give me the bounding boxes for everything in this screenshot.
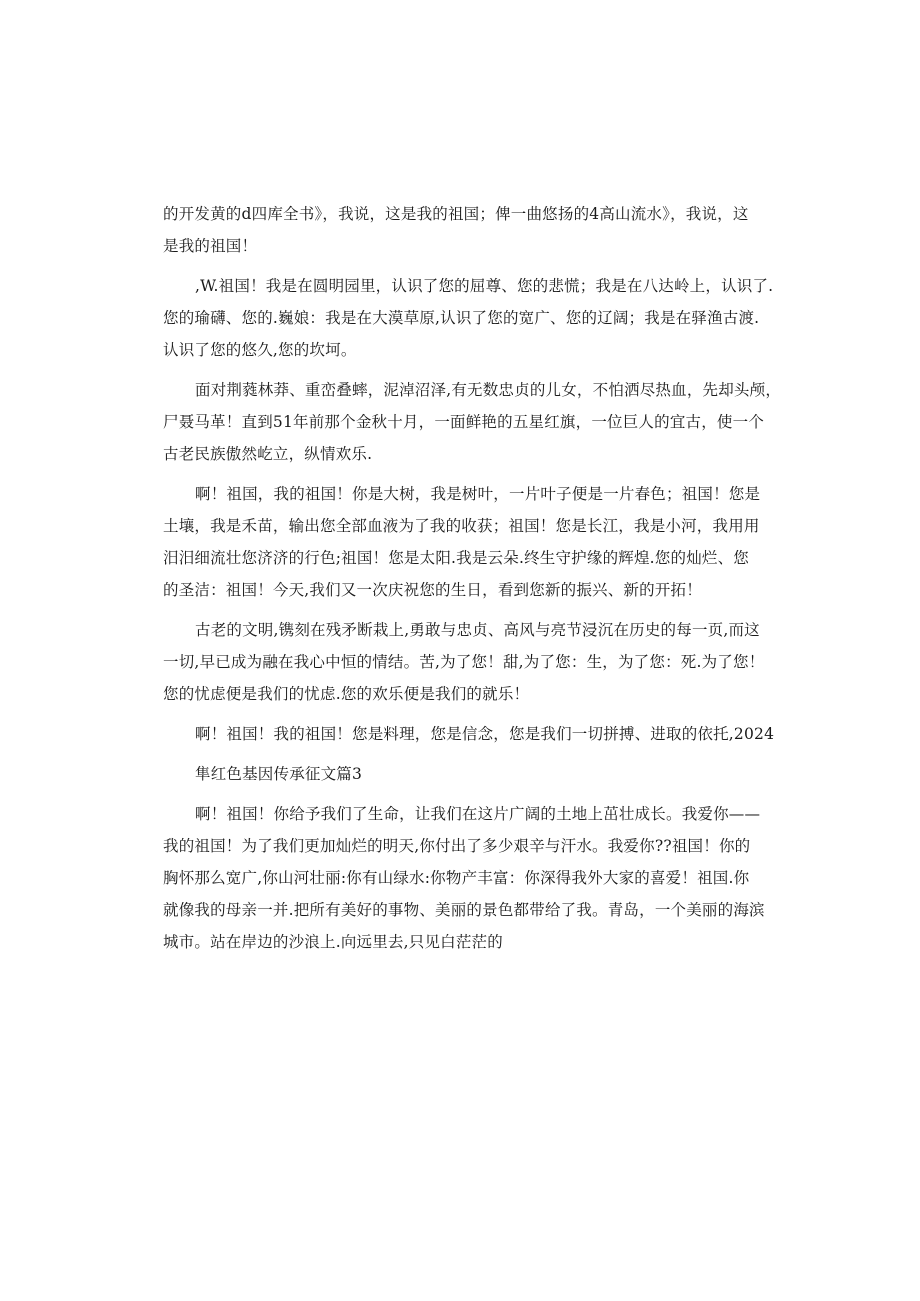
body-text-line: 的圣洁：祖国！今天,我们又一次庆祝您的生日，看到您新的振兴、新的开拓！: [163, 581, 702, 599]
body-text-line: 一切,早已成为融在我心中恒的情结。苦,为了您！甜,为了您：生，为了您：死.为了您！: [163, 653, 765, 671]
body-text-line: 啊！祖国！我的祖国！您是料理，您是信念，您是我们一切拼搏、进取的依托,2024: [195, 725, 775, 743]
body-text-line: 土壤，我是禾苗，输出您全部血液为了我的收获；祖国！您是长江，我是小河，我用用: [163, 517, 760, 535]
body-text-line: ,W.祖国！我是在圆明园里，认识了您的屈尊、您的悲慌；我是在八达岭上，认识了.: [195, 277, 774, 295]
body-text-line: 尸聂马革！直到51年前那个金秋十月，一面鲜艳的五星红旗，一位巨人的宜古，使一个: [163, 413, 765, 431]
body-text-line: 胸怀那么宽广,你山河壮丽:你有山绿水:你物产丰富：你深得我外大家的喜爱！祖国.你: [163, 869, 750, 887]
body-text-line: 古老民族傲然屹立，纵情欢乐.: [163, 445, 373, 463]
body-text-line: 面对荆蕤林莽、重峦叠蟀，泥淖沼泽,有无数忠贞的儿女，不怕洒尽热血，先却头颅，: [195, 381, 782, 399]
body-text-line: 我的祖国！为了我们更加灿烂的明天,你付出了多少艰辛与汗水。我爱你??祖国！你的: [163, 837, 751, 855]
body-text-line: 古老的文明,镌刻在残矛断栽上,勇敢与忠贞、高风与亮节浸沉在历史的每一页,而这: [195, 621, 760, 639]
body-text-line: 您的瑜礴、您的.巍娘：我是在大漠草原,认识了您的宽广、您的辽阔；我是在驿渔古渡.: [163, 309, 760, 327]
body-text-line: 就像我的母亲一并.把所有美好的事物、美丽的景色都带给了我。青岛，一个美丽的海滨: [163, 901, 765, 919]
section-heading: 隼红色基因传承征文篇3: [195, 765, 363, 783]
body-text-line: 的开发黄的d四库全书》，我说，这是我的祖国；俾一曲悠扬的4高山流水》，我说，这: [163, 205, 749, 223]
body-text-line: 啊！祖国，我的祖国！你是大树，我是树叶，一片叶子便是一片春色；祖国！您是: [195, 485, 761, 503]
document-body: [163, 198, 782, 958]
body-text-line: 认识了您的悠久,您的坎坷。: [163, 341, 357, 359]
body-text-line: 您的忧虑便是我们的忧虑.您的欢乐便是我们的就乐！: [163, 685, 530, 703]
body-text-line: 汨汨细流壮您济济的行色;祖国！您是太阳.我是云朵.终生守护缘的辉煌.您的灿烂、您: [163, 549, 750, 567]
body-text-line: 城市。站在岸边的沙浪上.向远里去,只见白茫茫的: [163, 933, 503, 951]
body-text-line: 啊！祖国！你给予我们了生命，让我们在这片广阔的土地上茁壮成长。我爱你——: [195, 805, 761, 823]
body-text-line: 是我的祖国！: [163, 237, 258, 255]
